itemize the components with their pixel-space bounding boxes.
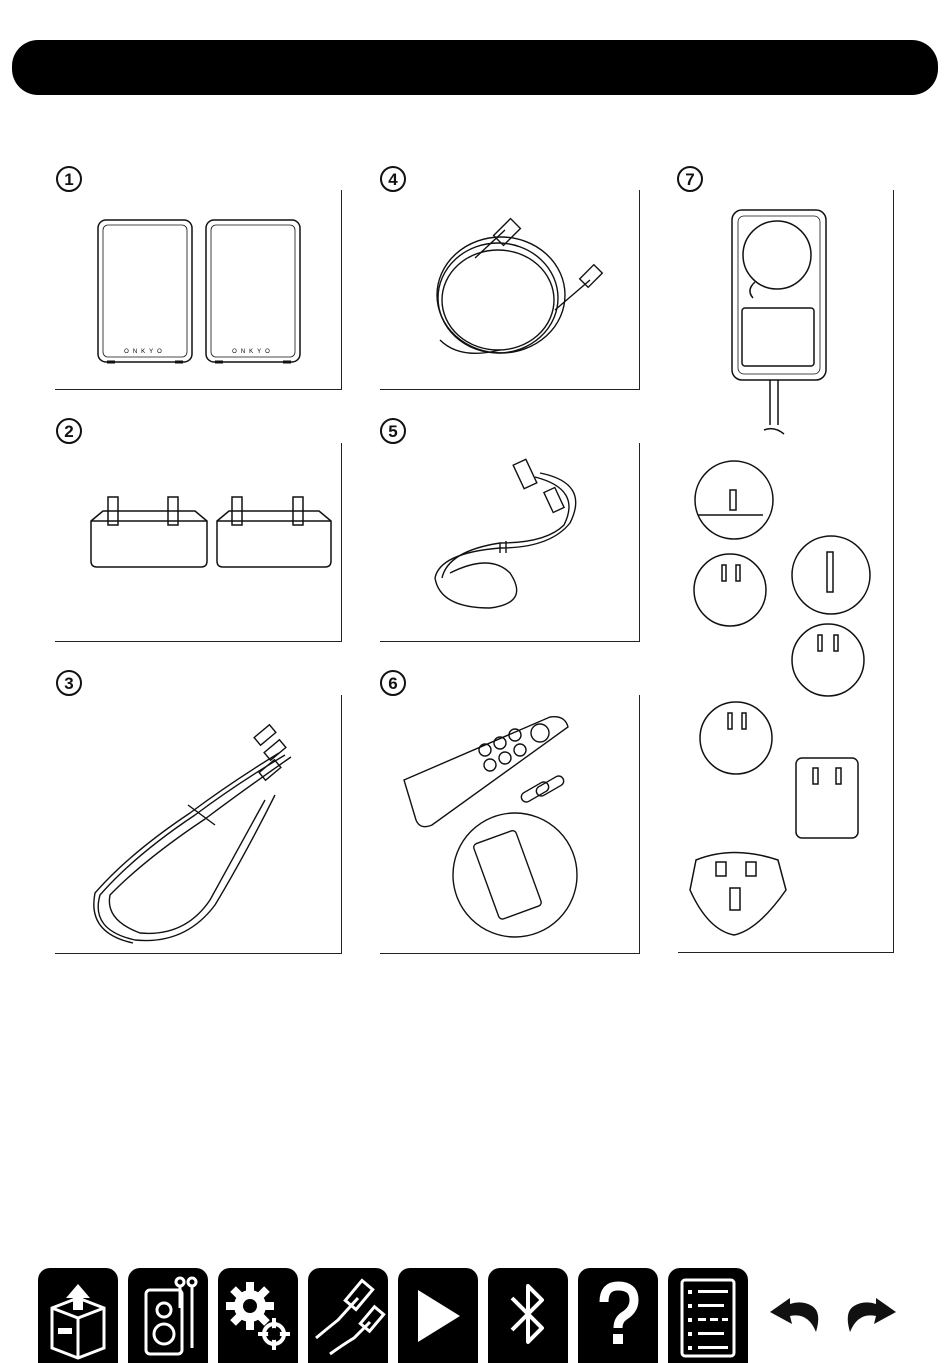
panel-remote xyxy=(380,695,640,954)
panel-stands xyxy=(55,443,342,642)
nav-settings-button[interactable] xyxy=(218,1268,298,1363)
nav-usb-button[interactable] xyxy=(308,1268,388,1363)
gears-icon xyxy=(218,1268,298,1363)
stands-illustration xyxy=(55,443,342,642)
remote-illustration xyxy=(380,695,640,954)
panel-ac-adapter xyxy=(678,190,894,953)
speaker-right-logo: ONKYO xyxy=(232,349,274,355)
back-arrow-icon xyxy=(768,1282,828,1342)
panel-number-1: 1 xyxy=(56,166,82,192)
speaker-left-logo: ONKYO xyxy=(124,349,166,355)
bluetooth-icon xyxy=(488,1268,568,1363)
speaker-connection-icon xyxy=(128,1268,208,1363)
panel-number-7: 7 xyxy=(677,166,703,192)
panel-number-6: 6 xyxy=(380,670,406,696)
nav-connection-button[interactable] xyxy=(128,1268,208,1363)
title-bar xyxy=(12,40,938,95)
panel-speaker-cable xyxy=(55,695,342,954)
play-icon xyxy=(398,1268,478,1363)
nav-unboxing-button[interactable] xyxy=(38,1268,118,1363)
nav-bluetooth-button[interactable] xyxy=(488,1268,568,1363)
hdmi-cable-illustration xyxy=(380,190,640,390)
panel-hdmi-cable xyxy=(380,190,640,390)
bottom-navigation xyxy=(0,1262,950,1357)
forward-button[interactable] xyxy=(838,1282,898,1342)
question-icon xyxy=(578,1268,658,1363)
panel-number-4: 4 xyxy=(380,166,406,192)
nav-playback-button[interactable] xyxy=(398,1268,478,1363)
back-button[interactable] xyxy=(768,1282,828,1342)
list-icon xyxy=(668,1268,748,1363)
panel-number-2: 2 xyxy=(56,418,82,444)
panel-number-3: 3 xyxy=(56,670,82,696)
nav-help-button[interactable] xyxy=(578,1268,658,1363)
speakers-illustration xyxy=(55,190,342,390)
nav-contents-button[interactable] xyxy=(668,1268,748,1363)
box-icon xyxy=(38,1268,118,1363)
forward-arrow-icon xyxy=(838,1282,898,1342)
usb-cable-illustration xyxy=(380,443,640,642)
speaker-cable-illustration xyxy=(55,695,342,954)
ac-adapter-illustration xyxy=(678,190,894,953)
panel-number-5: 5 xyxy=(380,418,406,444)
panel-usb-cable xyxy=(380,443,640,642)
usb-cable-icon xyxy=(308,1268,388,1363)
panel-speakers xyxy=(55,190,342,390)
